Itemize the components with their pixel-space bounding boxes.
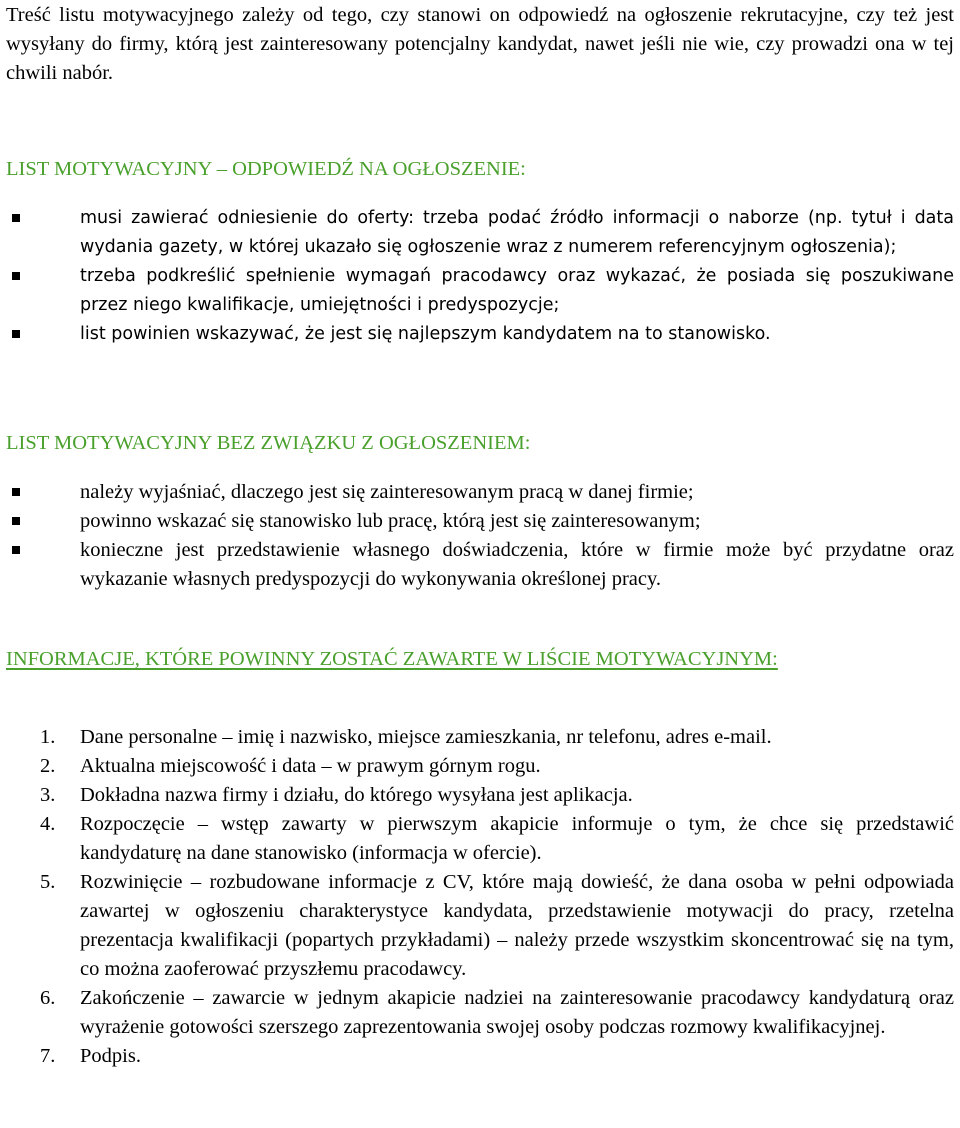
square-bullet-icon <box>12 272 20 280</box>
list-item <box>6 1042 954 1071</box>
section-heading-response: LIST MOTYWACYJNY – ODPOWIEDŹ NA OGŁOSZENIE: <box>6 158 526 180</box>
square-bullet-icon <box>12 488 20 496</box>
square-bullet-icon <box>12 214 20 222</box>
list-item-text: Aktualna miejscowość i data – w prawym górnym rogu. <box>80 755 541 777</box>
list-item-number: 6. <box>40 987 56 1009</box>
list-item <box>6 507 954 536</box>
list-item-text: Rozwinięcie – rozbudowane informacje z CV, które mają dowieść, że dana osoba w pełni odpowiada zawartej w ogłoszeniu charakterystyce kandydata, przedstawienie motywacji do pracy, rzetelna prezentacja kwalifikacji (popartych przykładami) – należy przede wszystkim skoncentrować się na tym, co można zaoferować przyszłemu pracodawcy. <box>80 871 954 980</box>
list-item-number: 2. <box>40 755 56 777</box>
list-item-text: trzeba podkreślić spełnienie wymagań pracodawcy oraz wykazać, że posiada się poszukiwane przez niego kwalifikacje, umiejętności i predyspozycje; <box>80 266 954 315</box>
square-bullet-icon <box>12 517 20 525</box>
list-item-number: 4. <box>40 813 56 835</box>
square-bullet-icon <box>12 330 20 338</box>
list-item <box>6 536 954 594</box>
list-item-text: Zakończenie – zawarcie w jednym akapicie nadziei na zainteresowanie pracodawcy kandydaturą oraz wyrażenie gotowości szerszego zaprezentowania swojej osoby podczas rozmowy kwalifikacyjnej. <box>80 987 954 1038</box>
list-item <box>6 984 954 1042</box>
list-item <box>6 752 954 781</box>
list-item-number: 5. <box>40 871 56 893</box>
list-item <box>6 320 954 349</box>
list-item <box>6 262 954 320</box>
list-item-text: konieczne jest przedstawienie własnego doświadczenia, które w firmie może być przydatne oraz wykazanie własnych predyspozycji do wykonywania określonej pracy. <box>80 539 954 590</box>
list-item <box>6 204 954 262</box>
list-item-text: należy wyjaśniać, dlaczego jest się zainteresowanym pracą w danej firmie; <box>80 481 694 503</box>
list-item-text: Podpis. <box>80 1045 141 1067</box>
list-item <box>6 723 954 752</box>
square-bullet-icon <box>12 546 20 554</box>
list-item-number: 3. <box>40 784 56 806</box>
list-item-text: list powinien wskazywać, że jest się najlepszym kandydatem na to stanowisko. <box>80 324 771 344</box>
numbered-list-contents <box>6 723 954 1071</box>
bullet-list-unsolicited <box>6 478 954 594</box>
list-item-text: Dokładna nazwa firmy i działu, do którego wysyłana jest aplikacja. <box>80 784 633 806</box>
bullet-list-response <box>6 204 954 349</box>
intro-paragraph: Treść listu motywacyjnego zależy od tego, czy stanowi on odpowiedź na ogłoszenie rekrutacyjne, czy też jest wysyłany do firmy, którą jest zainteresowany potencjalny kandydat, nawet jeśli nie wie, czy prowadzi ona w tej chwili nabór. <box>6 4 954 84</box>
list-item-text: Dane personalne – imię i nazwisko, miejsce zamieszkania, nr telefonu, adres e-mail. <box>80 726 772 748</box>
list-item <box>6 781 954 810</box>
list-item <box>6 810 954 868</box>
list-item <box>6 868 954 984</box>
list-item-text: Rozpoczęcie – wstęp zawarty w pierwszym akapicie informuje o tym, że chce się przedstawić kandydaturę na dane stanowisko (informacja w ofercie). <box>80 813 954 864</box>
list-item-number: 7. <box>40 1045 56 1067</box>
list-item-number: 1. <box>40 726 56 748</box>
section-heading-unsolicited: LIST MOTYWACYJNY BEZ ZWIĄZKU Z OGŁOSZENIEM: <box>6 432 531 454</box>
list-item-text: musi zawierać odniesienie do oferty: trzeba podać źródło informacji o naborze (np. tytuł i data wydania gazety, w której ukazało się ogłoszenie wraz z numerem referencyjnym ogłoszenia); <box>80 208 954 257</box>
list-item <box>6 478 954 507</box>
section-heading-contents: INFORMACJE, KTÓRE POWINNY ZOSTAĆ ZAWARTE W LIŚCIE MOTYWACYJNYM: <box>6 648 778 670</box>
list-item-text: powinno wskazać się stanowisko lub pracę, którą jest się zainteresowanym; <box>80 510 701 532</box>
